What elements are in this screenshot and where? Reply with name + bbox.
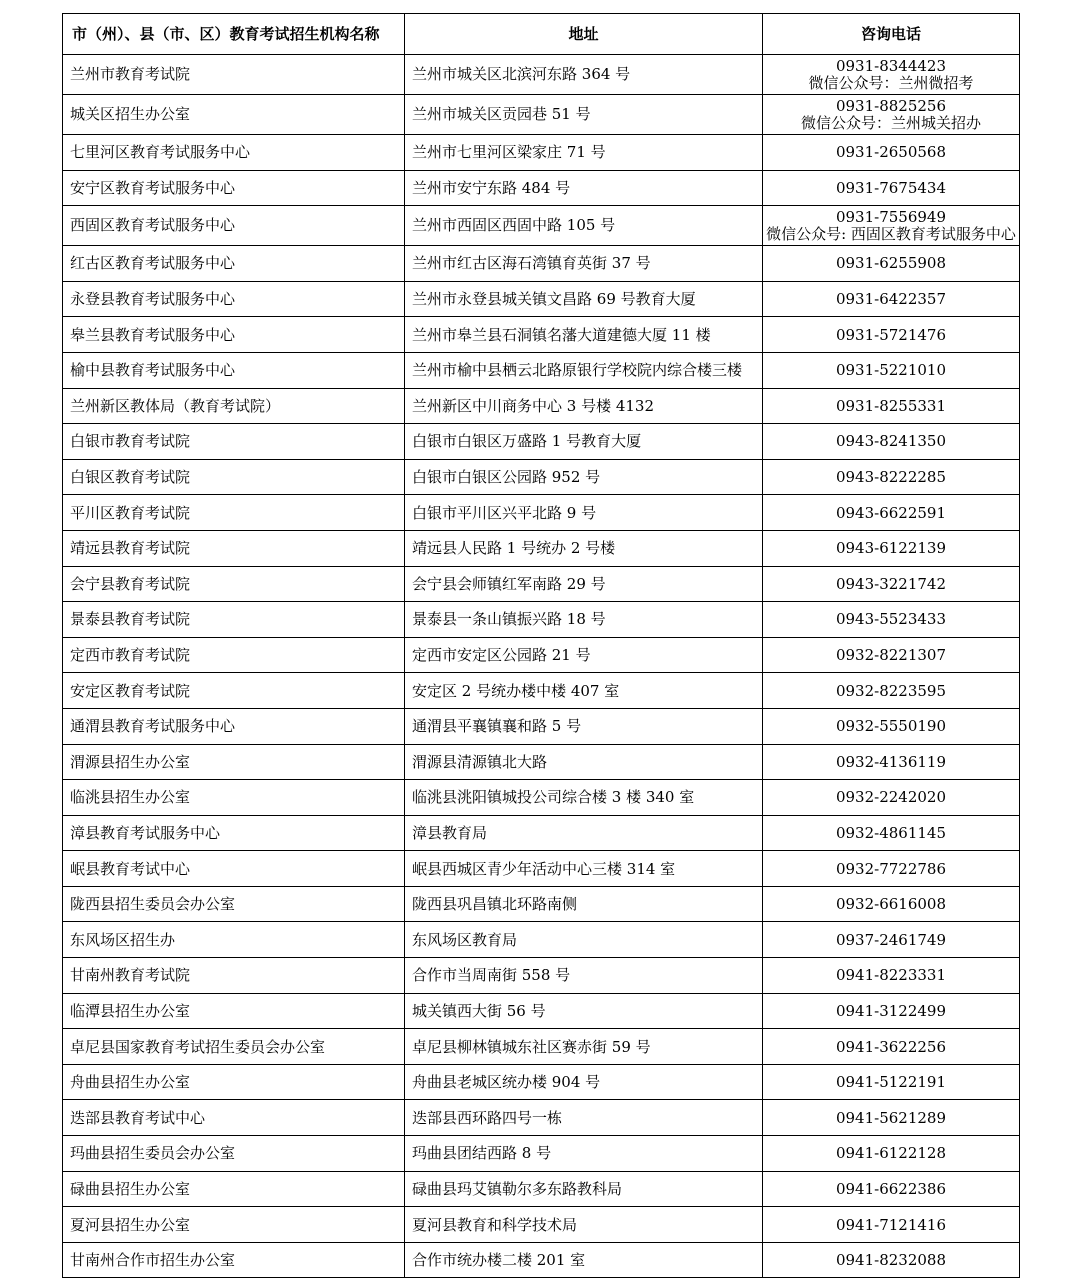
- contact-cell: [763, 170, 1020, 206]
- institution-address: 靖远县人民路 1 号统办 2 号楼: [405, 530, 763, 566]
- phone-number: 0931-6255908: [835, 254, 947, 273]
- institution-name: 红古区教育考试服务中心: [63, 246, 405, 282]
- institution-name: 永登县教育考试服务中心: [63, 281, 405, 317]
- phone-number: 0941-8232088: [835, 1251, 947, 1270]
- contact-cell: [763, 352, 1020, 388]
- institution-name: 安定区教育考试院: [63, 673, 405, 709]
- contact-cell: [763, 922, 1020, 958]
- institution-address: 通渭县平襄镇襄和路 5 号: [405, 708, 763, 744]
- contact-cell: [763, 851, 1020, 887]
- phone-number: 0943-3221742: [835, 574, 947, 593]
- phone-number: 0941-3622256: [835, 1037, 947, 1056]
- institution-address: 兰州市榆中县栖云北路原银行学校院内综合楼三楼: [405, 352, 763, 388]
- institution-address: 兰州市皋兰县石洞镇名藩大道建德大厦 11 楼: [405, 317, 763, 353]
- phone-number: 0943-5523433: [835, 610, 947, 629]
- institution-name: 迭部县教育考试中心: [63, 1100, 405, 1136]
- institution-name: 舟曲县招生办公室: [63, 1064, 405, 1100]
- phone-number: 0931-5221010: [835, 361, 947, 380]
- table-row: [63, 886, 1020, 922]
- contact-cell: [763, 1029, 1020, 1065]
- contact-cell: [763, 815, 1020, 851]
- institution-address: 兰州市城关区北滨河东路 364 号: [405, 55, 763, 95]
- phone-number: 0931-6422357: [835, 290, 947, 309]
- table-row: [63, 459, 1020, 495]
- institution-address: 东风场区教育局: [405, 922, 763, 958]
- institution-name: 定西市教育考试院: [63, 637, 405, 673]
- institution-address: 渭源县清源镇北大路: [405, 744, 763, 780]
- institution-address: 玛曲县团结西路 8 号: [405, 1136, 763, 1172]
- table-row: [63, 1207, 1020, 1243]
- institution-name: 临洮县招生办公室: [63, 780, 405, 816]
- contact-cell: [763, 1100, 1020, 1136]
- table-header-row: [63, 14, 1020, 55]
- institution-name: 七里河区教育考试服务中心: [63, 135, 405, 171]
- contact-cell: [763, 637, 1020, 673]
- table-row: [63, 495, 1020, 531]
- institution-address: 卓尼县柳林镇城东社区赛赤街 59 号: [405, 1029, 763, 1065]
- institution-name: 平川区教育考试院: [63, 495, 405, 531]
- institution-address: 合作市统办楼二楼 201 室: [405, 1242, 763, 1278]
- institution-name: 兰州市教育考试院: [63, 55, 405, 95]
- table-row: [63, 281, 1020, 317]
- institution-name: 西固区教育考试服务中心: [63, 206, 405, 246]
- contact-cell: [763, 566, 1020, 602]
- contact-cell: [763, 886, 1020, 922]
- institution-name: 景泰县教育考试院: [63, 602, 405, 638]
- header-address: 地址: [405, 14, 763, 55]
- phone-number: 0943-6622591: [835, 503, 947, 522]
- phone-number: 0932-6616008: [835, 895, 947, 914]
- table-row: [63, 1136, 1020, 1172]
- phone-number: 0931-7675434: [835, 178, 947, 197]
- institution-address: 景泰县一条山镇振兴路 18 号: [405, 602, 763, 638]
- table-row: [63, 1100, 1020, 1136]
- institution-name: 东风场区招生办: [63, 922, 405, 958]
- table-row: [63, 566, 1020, 602]
- table-row: [63, 744, 1020, 780]
- table-row: [63, 780, 1020, 816]
- table-body: [63, 55, 1020, 1278]
- table-row: [63, 206, 1020, 246]
- institution-name: 玛曲县招生委员会办公室: [63, 1136, 405, 1172]
- wechat-account: 微信公众号: 西固区教育考试服务中心: [766, 224, 1016, 243]
- contact-cell: [763, 135, 1020, 171]
- institution-name: 白银区教育考试院: [63, 459, 405, 495]
- institution-name: 甘南州教育考试院: [63, 958, 405, 994]
- wechat-account: 微信公众号：兰州城关招办: [800, 113, 981, 132]
- institution-address: 兰州市永登县城关镇文昌路 69 号教育大厦: [405, 281, 763, 317]
- institution-name: 陇西县招生委员会办公室: [63, 886, 405, 922]
- table-row: [63, 958, 1020, 994]
- header-phone: 咨询电话: [763, 14, 1020, 55]
- institution-name: 夏河县招生办公室: [63, 1207, 405, 1243]
- contact-cell: [763, 424, 1020, 460]
- phone-number: 0941-7121416: [835, 1215, 947, 1234]
- contact-cell: [763, 1171, 1020, 1207]
- institution-address: 白银市平川区兴平北路 9 号: [405, 495, 763, 531]
- table-row: [63, 352, 1020, 388]
- institution-address: 白银市白银区公园路 952 号: [405, 459, 763, 495]
- contact-cell: [763, 530, 1020, 566]
- table-row: [63, 1242, 1020, 1278]
- phone-number: 0932-4861145: [835, 823, 947, 842]
- table-row: [63, 602, 1020, 638]
- contact-table-sheet: [62, 13, 1020, 1278]
- phone-number: 0931-8344423: [835, 56, 947, 75]
- institution-address: 定西市安定区公园路 21 号: [405, 637, 763, 673]
- table-row: [63, 246, 1020, 282]
- institution-address: 白银市白银区万盛路 1 号教育大厦: [405, 424, 763, 460]
- table-row: [63, 1029, 1020, 1065]
- table-row: [63, 708, 1020, 744]
- contact-cell: [763, 495, 1020, 531]
- table-row: [63, 388, 1020, 424]
- institution-name: 碌曲县招生办公室: [63, 1171, 405, 1207]
- institution-name: 漳县教育考试服务中心: [63, 815, 405, 851]
- institution-name: 皋兰县教育考试服务中心: [63, 317, 405, 353]
- institution-address: 陇西县巩昌镇北环路南侧: [405, 886, 763, 922]
- contact-cell: [763, 246, 1020, 282]
- phone-number: 0932-8223595: [835, 681, 947, 700]
- institution-address: 会宁县会师镇红军南路 29 号: [405, 566, 763, 602]
- phone-number: 0943-8241350: [835, 432, 947, 451]
- table-row: [63, 424, 1020, 460]
- table-row: [63, 95, 1020, 135]
- phone-number: 0932-5550190: [835, 717, 947, 736]
- contact-cell: [763, 673, 1020, 709]
- institution-address: 兰州市安宁东路 484 号: [405, 170, 763, 206]
- phone-number: 0931-7556949: [835, 207, 947, 226]
- phone-number: 0937-2461749: [835, 930, 947, 949]
- institution-name: 城关区招生办公室: [63, 95, 405, 135]
- institution-address: 兰州市西固区西固中路 105 号: [405, 206, 763, 246]
- institution-address: 夏河县教育和科学技术局: [405, 1207, 763, 1243]
- contact-table: [62, 13, 1020, 1278]
- table-row: [63, 673, 1020, 709]
- table-row: [63, 993, 1020, 1029]
- institution-name: 卓尼县国家教育考试招生委员会办公室: [63, 1029, 405, 1065]
- phone-number: 0943-6122139: [835, 539, 947, 558]
- contact-cell: [763, 958, 1020, 994]
- contact-cell: [763, 1136, 1020, 1172]
- table-row: [63, 135, 1020, 171]
- institution-name: 通渭县教育考试服务中心: [63, 708, 405, 744]
- table-row: [63, 530, 1020, 566]
- contact-cell: [763, 459, 1020, 495]
- institution-address: 漳县教育局: [405, 815, 763, 851]
- table-row: [63, 637, 1020, 673]
- institution-address: 碌曲县玛艾镇勒尔多东路教科局: [405, 1171, 763, 1207]
- phone-number: 0941-8223331: [835, 966, 947, 985]
- institution-address: 合作市当周南街 558 号: [405, 958, 763, 994]
- phone-number: 0941-5621289: [835, 1108, 947, 1127]
- phone-number: 0932-8221307: [835, 646, 947, 665]
- table-row: [63, 1064, 1020, 1100]
- contact-cell: [763, 780, 1020, 816]
- contact-cell: [763, 95, 1020, 135]
- institution-address: 迭部县西环路四号一栋: [405, 1100, 763, 1136]
- institution-name: 甘南州合作市招生办公室: [63, 1242, 405, 1278]
- table-row: [63, 815, 1020, 851]
- contact-cell: [763, 388, 1020, 424]
- table-row: [63, 851, 1020, 887]
- table-row: [63, 317, 1020, 353]
- phone-number: 0932-2242020: [835, 788, 947, 807]
- phone-number: 0931-2650568: [835, 143, 947, 162]
- institution-name: 靖远县教育考试院: [63, 530, 405, 566]
- institution-name: 会宁县教育考试院: [63, 566, 405, 602]
- institution-name: 安宁区教育考试服务中心: [63, 170, 405, 206]
- phone-number: 0931-5721476: [835, 325, 947, 344]
- phone-number: 0931-8255331: [835, 396, 947, 415]
- table-row: [63, 55, 1020, 95]
- wechat-account: 微信公众号：兰州微招考: [808, 73, 974, 92]
- contact-cell: [763, 602, 1020, 638]
- institution-name: 临潭县招生办公室: [63, 993, 405, 1029]
- contact-cell: [763, 1242, 1020, 1278]
- institution-name: 岷县教育考试中心: [63, 851, 405, 887]
- institution-name: 榆中县教育考试服务中心: [63, 352, 405, 388]
- contact-cell: [763, 206, 1020, 246]
- phone-number: 0941-6622386: [835, 1179, 947, 1198]
- phone-number: 0932-4136119: [835, 752, 947, 771]
- institution-address: 临洮县洮阳镇城投公司综合楼 3 楼 340 室: [405, 780, 763, 816]
- phone-number: 0941-3122499: [835, 1001, 947, 1020]
- header-name: 市（州）、县（市、区）教育考试招生机构名称: [63, 14, 405, 55]
- institution-address: 兰州市城关区贡园巷 51 号: [405, 95, 763, 135]
- institution-name: 渭源县招生办公室: [63, 744, 405, 780]
- contact-cell: [763, 1207, 1020, 1243]
- contact-cell: [763, 744, 1020, 780]
- institution-address: 城关镇西大街 56 号: [405, 993, 763, 1029]
- contact-cell: [763, 708, 1020, 744]
- institution-address: 岷县西城区青少年活动中心三楼 314 室: [405, 851, 763, 887]
- contact-cell: [763, 317, 1020, 353]
- phone-number: 0941-6122128: [835, 1144, 947, 1163]
- institution-address: 兰州市红古区海石湾镇育英街 37 号: [405, 246, 763, 282]
- institution-address: 安定区 2 号统办楼中楼 407 室: [405, 673, 763, 709]
- table-row: [63, 170, 1020, 206]
- phone-number: 0932-7722786: [835, 859, 947, 878]
- contact-cell: [763, 993, 1020, 1029]
- phone-number: 0943-8222285: [835, 468, 947, 487]
- contact-cell: [763, 281, 1020, 317]
- institution-address: 兰州新区中川商务中心 3 号楼 4132: [405, 388, 763, 424]
- phone-number: 0941-5122191: [835, 1073, 947, 1092]
- institution-name: 白银市教育考试院: [63, 424, 405, 460]
- institution-name: 兰州新区教体局（教育考试院）: [63, 388, 405, 424]
- table-row: [63, 922, 1020, 958]
- contact-cell: [763, 1064, 1020, 1100]
- phone-number: 0931-8825256: [835, 96, 947, 115]
- contact-cell: [763, 55, 1020, 95]
- institution-address: 兰州市七里河区梁家庄 71 号: [405, 135, 763, 171]
- table-row: [63, 1171, 1020, 1207]
- institution-address: 舟曲县老城区统办楼 904 号: [405, 1064, 763, 1100]
